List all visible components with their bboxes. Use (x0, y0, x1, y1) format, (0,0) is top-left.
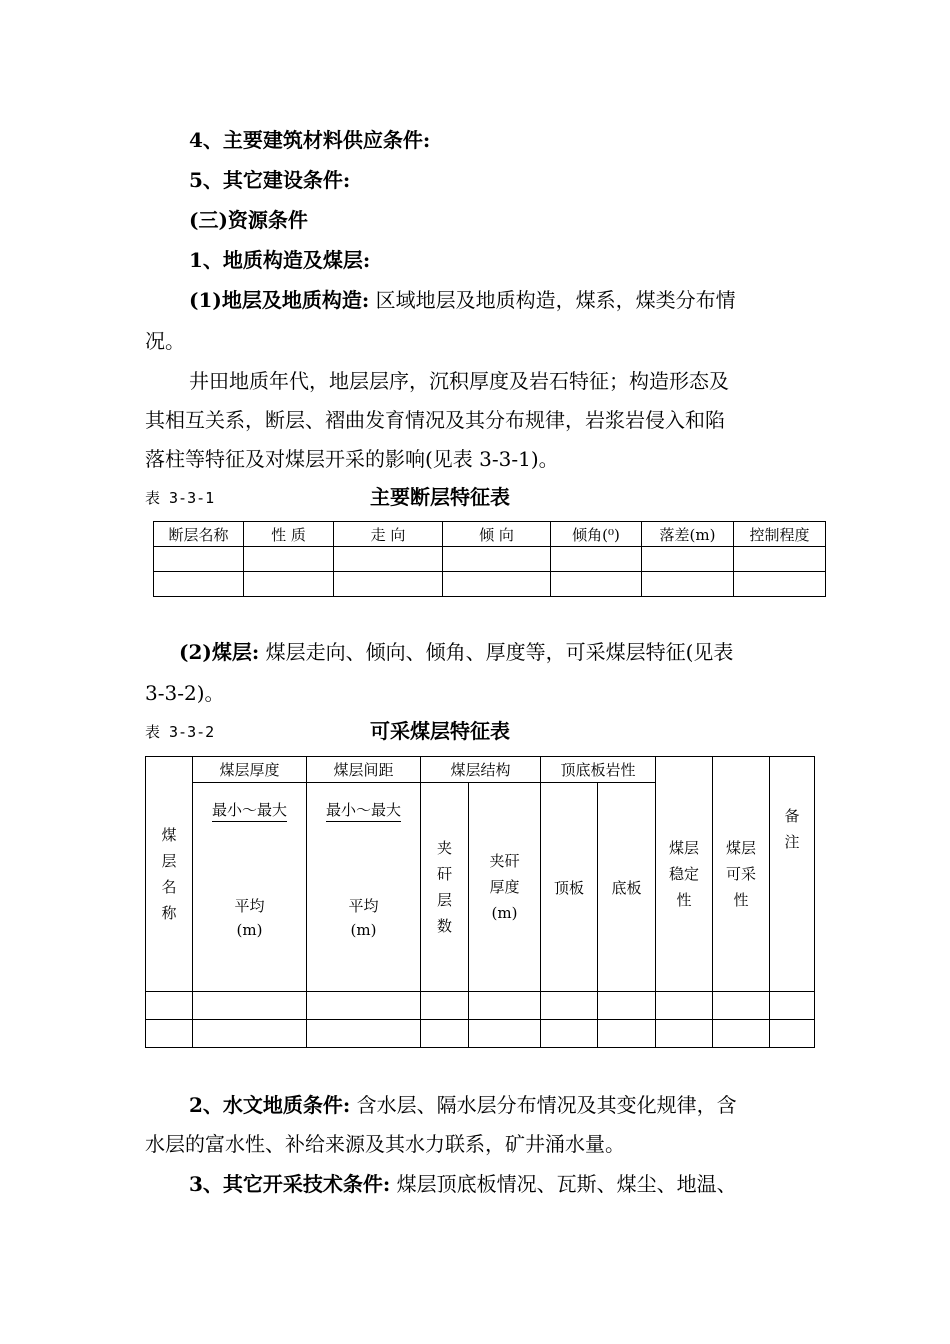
table-cell (421, 1020, 469, 1048)
heading-building-materials: 4、主要建筑材料供应条件: (189, 128, 431, 152)
heading-other-construction: 5、其它建设条件: (189, 168, 351, 192)
table-row (154, 547, 826, 572)
table-cell (193, 1020, 307, 1048)
fault-header-throw: 落差(m) (642, 522, 734, 547)
paragraph-mining-conditions-text: 煤层顶底板情况、瓦斯、煤尘、地温、 (396, 1172, 737, 1196)
table-cell (642, 547, 734, 572)
table-cell (443, 547, 551, 572)
paragraph-mining-conditions (145, 1170, 854, 1198)
paragraph-hydrogeology (145, 1091, 854, 1119)
table-cell (244, 547, 334, 572)
table-cell (334, 572, 443, 597)
paragraph-strata-label: (1)地层及地质构造: (189, 288, 370, 312)
table-row (146, 1020, 815, 1048)
table-cell (146, 992, 193, 1020)
paragraph-field-geology-1: 井田地质年代，地层层序，沉积厚度及岩石特征；构造形态及 (189, 369, 729, 393)
fault-table (153, 521, 826, 597)
table-cell (469, 992, 541, 1020)
table-cell (734, 547, 826, 572)
table-row (146, 992, 815, 1020)
seam-spacing-minmax: 最小～最大 (326, 799, 401, 822)
table-cell (642, 572, 734, 597)
seam-header-stability: 煤层 稳定 性 (656, 757, 713, 992)
paragraph-coal-seam-cont: 3-3-2)。 (145, 681, 225, 705)
table-cell (421, 992, 469, 1020)
table-cell (598, 1020, 656, 1048)
heading-resource-conditions: (三)资源条件 (189, 208, 308, 232)
table-cell (551, 572, 642, 597)
paragraph-strata-cont: 况。 (145, 329, 185, 353)
paragraph-strata (145, 286, 854, 314)
fault-header-name: 断层名称 (154, 522, 244, 547)
table-cell (307, 992, 421, 1020)
fault-header-control: 控制程度 (734, 522, 826, 547)
seam-spacing-sub (307, 783, 421, 992)
table-row (154, 572, 826, 597)
table-cell (770, 992, 815, 1020)
table-cell (541, 1020, 598, 1048)
seam-header-structure: 煤层结构 (421, 757, 541, 783)
heading-geology-coal: 1、地质构造及煤层: (189, 248, 371, 272)
paragraph-field-geology-3: 落柱等特征及对煤层开采的影响(见表 3-3-1)。 (145, 447, 559, 471)
table-cell (656, 1020, 713, 1048)
seam-spacing-unit: (m) (350, 921, 377, 939)
paragraph-coal-seam-label: (2)煤层: (179, 640, 260, 664)
table-cell (154, 547, 244, 572)
table-cell (307, 1020, 421, 1048)
table-cell (244, 572, 334, 597)
table-cell (334, 547, 443, 572)
seam-header-spacing: 煤层间距 (307, 757, 421, 783)
table-cell (734, 572, 826, 597)
table-cell (146, 1020, 193, 1048)
paragraph-hydrogeology-text: 含水层、隔水层分布情况及其变化规律，含 (356, 1093, 737, 1117)
table-cell (443, 572, 551, 597)
seam-floor: 底板 (598, 783, 656, 992)
paragraph-coal-seam (145, 638, 844, 666)
fault-header-strike: 走 向 (334, 522, 443, 547)
table-cell (541, 992, 598, 1020)
paragraph-mining-conditions-label: 3、其它开采技术条件: (189, 1172, 391, 1196)
paragraph-hydrogeology-cont: 水层的富水性、补给来源及其水力联系，矿井涌水量。 (145, 1132, 625, 1156)
table-cell (193, 992, 307, 1020)
table1-label: 表 3-3-1 (145, 489, 215, 507)
fault-header-dip-angle: 倾角(⁰) (551, 522, 642, 547)
fault-header-nature: 性 质 (244, 522, 334, 547)
table2-label: 表 3-3-2 (145, 723, 215, 741)
seam-roof: 顶板 (541, 783, 598, 992)
table-cell (154, 572, 244, 597)
seam-gangue-layers: 夹 矸 层 数 (421, 783, 469, 992)
seam-thickness-unit: (m) (236, 921, 263, 939)
seam-header-remark: 备 注 (770, 757, 815, 992)
paragraph-hydrogeology-label: 2、水文地质条件: (189, 1093, 351, 1117)
seam-thickness-sub (193, 783, 307, 992)
table-cell (713, 1020, 770, 1048)
table-cell (770, 1020, 815, 1048)
paragraph-strata-text: 区域地层及地质构造，煤系，煤类分布情 (375, 288, 736, 312)
table1-title: 主要断层特征表 (370, 485, 510, 509)
coal-seam-table (145, 756, 815, 1048)
paragraph-field-geology-2: 其相互关系，断层、褶曲发育情况及其分布规律，岩浆岩侵入和陷 (145, 408, 725, 432)
fault-header-dip-direction: 倾 向 (443, 522, 551, 547)
table-cell (469, 1020, 541, 1048)
seam-thickness-minmax: 最小～最大 (212, 799, 287, 822)
table-cell (656, 992, 713, 1020)
seam-header-minability: 煤层 可采 性 (713, 757, 770, 992)
seam-spacing-average: 平均 (348, 897, 379, 915)
table-cell (598, 992, 656, 1020)
table-cell (551, 547, 642, 572)
seam-thickness-average: 平均 (234, 897, 265, 915)
seam-gangue-thickness: 夹矸 厚度 (m) (469, 783, 541, 992)
seam-header-thickness: 煤层厚度 (193, 757, 307, 783)
paragraph-coal-seam-text: 煤层走向、倾向、倾角、厚度等，可采煤层特征(见表 (265, 640, 734, 664)
seam-header-name: 煤 层 名 称 (146, 757, 193, 992)
seam-header-roof-floor: 顶底板岩性 (541, 757, 656, 783)
table-cell (713, 992, 770, 1020)
table2-title: 可采煤层特征表 (370, 719, 510, 743)
